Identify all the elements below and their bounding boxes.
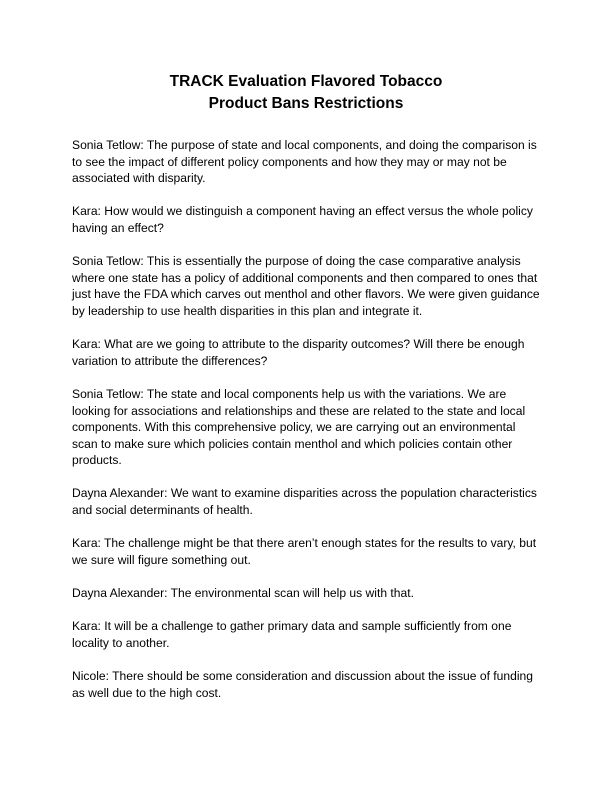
paragraph-nicole-funding: Nicole: There should be some consideration and discussion about the issue of funding as well due to the high cost. [72,669,533,700]
paragraph-kara-distinguish: Kara: How would we distinguish a component having an effect versus the whole policy having an effect? [72,204,533,235]
paragraph-sonia-case-analysis: Sonia Tetlow: This is essentially the purpose of doing the case comparative analysis where one state has a policy of additional components and then compared to ones that just have the FDA which carves out menthol and other flavors. We were given guidance by leadership to use health disparities in this plan and integrate it. [72,254,540,318]
title-line-2: Product Bans Restrictions [208,95,404,112]
paragraph-kara-attribute: Kara: What are we going to attribute to the disparity outcomes? Will there be enough variation to attribute the differences? [72,337,525,368]
title-line-1: TRACK Evaluation Flavored Tobacco [169,73,443,90]
document-body [72,137,546,718]
paragraph-kara-challenge: Kara: The challenge might be that there aren’t enough states for the results to vary, but we sure will figure something out. [72,536,537,567]
paragraph-dayna-disparities: Dayna Alexander: We want to examine disparities across the population characteristics and social determinants of health. [72,486,537,518]
document-title [0,71,612,115]
paragraph-sonia-variations: Sonia Tetlow: The state and local components help us with the variations. We are looking for associations and relationships and these are related to the state and local components. With this comprehensive policy, we are carrying out an environmental scan to make sure which policies contain menthol and which policies contain other products. [72,386,526,468]
paragraph-sonia-purpose: Sonia Tetlow: The purpose of state and local components, and doing the comparison is to see the impact of different policy components and how they may or may not be associated with disparity. [72,138,537,186]
paragraph-kara-primary-data: Kara: It will be a challenge to gather primary data and sample sufficiently from one locality to another. [72,619,512,650]
paragraph-dayna-scan: Dayna Alexander: The environmental scan will help us with that. [72,586,414,601]
